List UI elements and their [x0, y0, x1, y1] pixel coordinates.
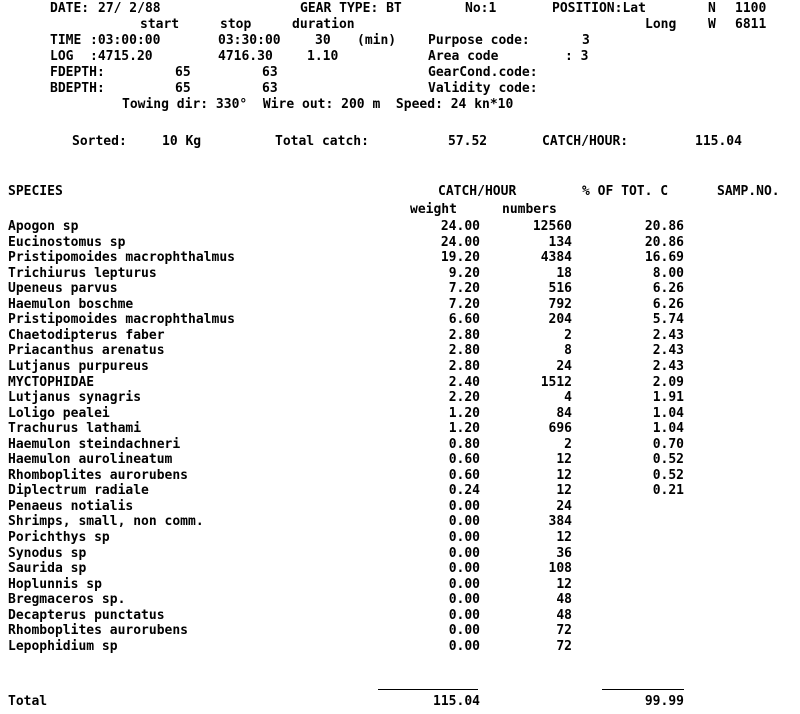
pct-of-total: 20.86 — [644, 219, 684, 234]
station-no: No:1 — [465, 1, 497, 16]
pct-of-total: 1.04 — [652, 421, 684, 437]
catch-weight: 7.20 — [448, 296, 480, 312]
catch-weight: 2.80 — [448, 327, 480, 343]
catch-weight: 0.60 — [448, 467, 480, 483]
species-name: Haemulon steindachneri — [8, 436, 181, 452]
species-name: MYCTOPHIDAE — [8, 374, 95, 390]
catch-numbers: 48 — [556, 592, 572, 608]
validity-code-label: Validity code: — [428, 81, 538, 96]
time-label: TIME — [50, 33, 82, 48]
sorted-label: Sorted: — [72, 134, 127, 149]
time-unit: (min) — [357, 33, 397, 48]
log-stop: 4716.30 — [218, 49, 273, 64]
catch-numbers: 2 — [564, 327, 572, 343]
pct-of-total: 1.91 — [652, 390, 684, 406]
total-pct: 99.99 — [644, 694, 684, 709]
species-name: Lutjanus purpureus — [8, 358, 149, 374]
species-name: Haemulon aurolineatum — [8, 452, 173, 468]
fdepth-stop: 63 — [262, 65, 278, 80]
catch-numbers: 792 — [548, 296, 572, 312]
catch-numbers: 48 — [556, 607, 572, 623]
pct-of-total: 16.69 — [644, 250, 684, 266]
species-name: Shrimps, small, non comm. — [8, 514, 204, 530]
position-label: POSITION:Lat — [552, 1, 646, 16]
catch-weight: 0.60 — [448, 452, 480, 468]
fdepth-label: FDEPTH: — [50, 65, 105, 80]
species-name: Eucinostomus sp — [8, 234, 126, 250]
catch-weight: 9.20 — [448, 265, 480, 281]
table-row — [0, 640, 800, 654]
gear-type: GEAR TYPE: BT — [300, 1, 402, 16]
catch-numbers: 12560 — [532, 219, 572, 234]
total-catch-value: 57.52 — [448, 134, 488, 149]
pct-of-total: 0.21 — [652, 483, 684, 499]
species-name: Apogon sp — [8, 219, 79, 234]
towing-info-line: Towing dir: 330° Wire out: 200 m Speed: 24 kn*10 — [122, 97, 514, 112]
catch-numbers: 696 — [548, 421, 572, 437]
log-label: LOG — [50, 49, 74, 64]
catch-numbers: 24 — [556, 498, 572, 514]
total-weight: 115.04 — [433, 694, 480, 709]
catch-weight: 0.00 — [448, 623, 480, 639]
catch-weight: 24.00 — [440, 219, 480, 234]
catch-weight: 0.00 — [448, 545, 480, 561]
sorted-value: 10 Kg — [162, 134, 202, 149]
table-row — [0, 422, 800, 436]
catch-weight: 2.80 — [448, 343, 480, 359]
pct-of-total: 8.00 — [652, 265, 684, 281]
catch-weight: 2.40 — [448, 374, 480, 390]
pct-of-total: 0.52 — [652, 467, 684, 483]
catch-numbers: 2 — [564, 436, 572, 452]
col-duration-label: duration — [292, 17, 355, 32]
table-row — [0, 438, 800, 452]
table-row — [0, 593, 800, 607]
pct-of-total: 6.26 — [652, 281, 684, 297]
bdepth-label: BDEPTH: — [50, 81, 105, 96]
catch-weight: 0.00 — [448, 530, 480, 545]
date-label: DATE: — [50, 1, 90, 16]
catch-numbers: 134 — [548, 234, 572, 250]
table-row — [0, 267, 800, 281]
catch-numbers: 36 — [556, 545, 572, 561]
species-name: Trachurus lathami — [8, 421, 142, 437]
table-row — [0, 453, 800, 467]
table-row — [0, 220, 800, 234]
pct-of-total: 2.43 — [652, 358, 684, 374]
species-name: Loligo pealei — [8, 405, 110, 421]
catch-weight: 1.20 — [448, 405, 480, 421]
catch-numbers: 18 — [556, 265, 572, 281]
catch-weight: 24.00 — [440, 234, 480, 250]
weight-total-rule — [378, 689, 478, 690]
col-numbers-header: numbers — [502, 202, 557, 217]
pct-of-total: 0.52 — [652, 452, 684, 468]
catch-weight: 0.00 — [448, 607, 480, 623]
catch-weight: 0.24 — [448, 483, 480, 499]
time-duration: 30 — [315, 33, 331, 48]
species-name: Pristipomoides macrophthalmus — [8, 312, 235, 328]
lat-hemisphere: N — [708, 1, 716, 16]
table-row — [0, 531, 800, 545]
species-name: Diplectrum radiale — [8, 483, 149, 499]
pct-of-total: 6.26 — [652, 296, 684, 312]
species-name: Decapterus punctatus — [8, 607, 165, 623]
purpose-code-label: Purpose code: — [428, 33, 530, 48]
catch-weight: 0.00 — [448, 561, 480, 577]
bdepth-start: 65 — [175, 81, 191, 96]
long-label: Long — [645, 17, 677, 32]
purpose-code-value: 3 — [582, 33, 590, 48]
catch-numbers: 4 — [564, 390, 572, 406]
catch-numbers: 12 — [556, 576, 572, 592]
species-name: Porichthys sp — [8, 530, 110, 545]
table-row — [0, 360, 800, 374]
species-name: Lutjanus synagris — [8, 390, 142, 406]
gearcond-code-label: GearCond.code: — [428, 65, 538, 80]
table-row — [0, 298, 800, 312]
table-row — [0, 500, 800, 514]
pct-of-total: 2.43 — [652, 343, 684, 359]
table-row — [0, 547, 800, 561]
log-start: :4715.20 — [90, 49, 153, 64]
pct-of-total: 5.74 — [652, 312, 684, 328]
pct-total-rule — [602, 689, 684, 690]
table-row — [0, 578, 800, 592]
area-code-label: Area code — [428, 49, 499, 64]
catch-weight: 2.20 — [448, 390, 480, 406]
pct-of-total: 2.43 — [652, 327, 684, 343]
species-name: Penaeus notialis — [8, 498, 134, 514]
catch-numbers: 516 — [548, 281, 572, 297]
catch-numbers: 384 — [548, 514, 572, 530]
species-name: Trichiurus lepturus — [8, 265, 157, 281]
species-name: Pristipomoides macrophthalmus — [8, 250, 235, 266]
col-stop-label: stop — [220, 17, 252, 32]
area-code-value: : 3 — [565, 49, 589, 64]
catch-weight: 1.20 — [448, 421, 480, 437]
species-name: Rhomboplites aurorubens — [8, 467, 189, 483]
catch-numbers: 72 — [556, 638, 572, 654]
col-catch-hour-header: CATCH/HOUR — [438, 184, 517, 199]
species-name: Upeneus parvus — [8, 281, 118, 297]
col-start-label: start — [140, 17, 180, 32]
species-name: Synodus sp — [8, 545, 87, 561]
species-name: Lepophidium sp — [8, 638, 118, 654]
table-row — [0, 484, 800, 498]
bdepth-stop: 63 — [262, 81, 278, 96]
catch-weight: 2.80 — [448, 358, 480, 374]
table-row — [0, 515, 800, 529]
table-row — [0, 391, 800, 405]
col-species-header: SPECIES — [8, 184, 63, 199]
species-name: Chaetodipterus faber — [8, 327, 165, 343]
species-name: Bregmaceros sp. — [8, 592, 126, 608]
catch-numbers: 12 — [556, 530, 572, 545]
species-name: Saurida sp — [8, 561, 87, 577]
table-row — [0, 624, 800, 638]
pct-of-total: 2.09 — [652, 374, 684, 390]
catch-numbers: 24 — [556, 358, 572, 374]
time-start: :03:00:00 — [90, 33, 161, 48]
table-row — [0, 236, 800, 250]
pct-of-total: 0.70 — [652, 436, 684, 452]
pct-of-total: 1.04 — [652, 405, 684, 421]
date-value: 27/ 2/88 — [98, 1, 161, 16]
table-row — [0, 562, 800, 576]
species-name: Priacanthus arenatus — [8, 343, 165, 359]
species-name: Hoplunnis sp — [8, 576, 102, 592]
long-value: 6811 — [735, 17, 767, 32]
catch-weight: 7.20 — [448, 281, 480, 297]
catch-per-hour-label: CATCH/HOUR: — [542, 134, 629, 149]
catch-numbers: 84 — [556, 405, 572, 421]
species-name: Haemulon boschme — [8, 296, 134, 312]
table-row — [0, 344, 800, 358]
catch-weight: 0.00 — [448, 576, 480, 592]
catch-numbers: 72 — [556, 623, 572, 639]
catch-weight: 0.80 — [448, 436, 480, 452]
table-row — [0, 282, 800, 296]
table-row — [0, 251, 800, 265]
pct-of-total: 20.86 — [644, 234, 684, 250]
table-row — [0, 329, 800, 343]
catch-per-hour-value: 115.04 — [695, 134, 742, 149]
catch-numbers: 8 — [564, 343, 572, 359]
table-row — [0, 313, 800, 327]
table-row — [0, 609, 800, 623]
fdepth-start: 65 — [175, 65, 191, 80]
catch-numbers: 108 — [548, 561, 572, 577]
long-hemisphere: W — [708, 17, 716, 32]
catch-weight: 6.60 — [448, 312, 480, 328]
catch-weight: 19.20 — [440, 250, 480, 266]
catch-numbers: 12 — [556, 452, 572, 468]
catch-numbers: 1512 — [540, 374, 572, 390]
catch-weight: 0.00 — [448, 638, 480, 654]
time-stop: 03:30:00 — [218, 33, 281, 48]
catch-weight: 0.00 — [448, 592, 480, 608]
table-row — [0, 469, 800, 483]
table-row — [0, 407, 800, 421]
total-catch-label: Total catch: — [275, 134, 369, 149]
col-pct-header: % OF TOT. C — [582, 184, 669, 199]
table-row — [0, 376, 800, 390]
species-name: Rhomboplites aurorubens — [8, 623, 189, 639]
catch-numbers: 12 — [556, 467, 572, 483]
catch-numbers: 4384 — [540, 250, 572, 266]
catch-numbers: 204 — [548, 312, 572, 328]
catch-weight: 0.00 — [448, 498, 480, 514]
log-duration: 1.10 — [307, 49, 339, 64]
lat-value: 1100 — [735, 1, 767, 16]
total-label: Total — [8, 694, 48, 709]
col-samp-header: SAMP.NO. — [717, 184, 780, 199]
catch-weight: 0.00 — [448, 514, 480, 530]
col-weight-header: weight — [410, 202, 457, 217]
catch-numbers: 12 — [556, 483, 572, 499]
